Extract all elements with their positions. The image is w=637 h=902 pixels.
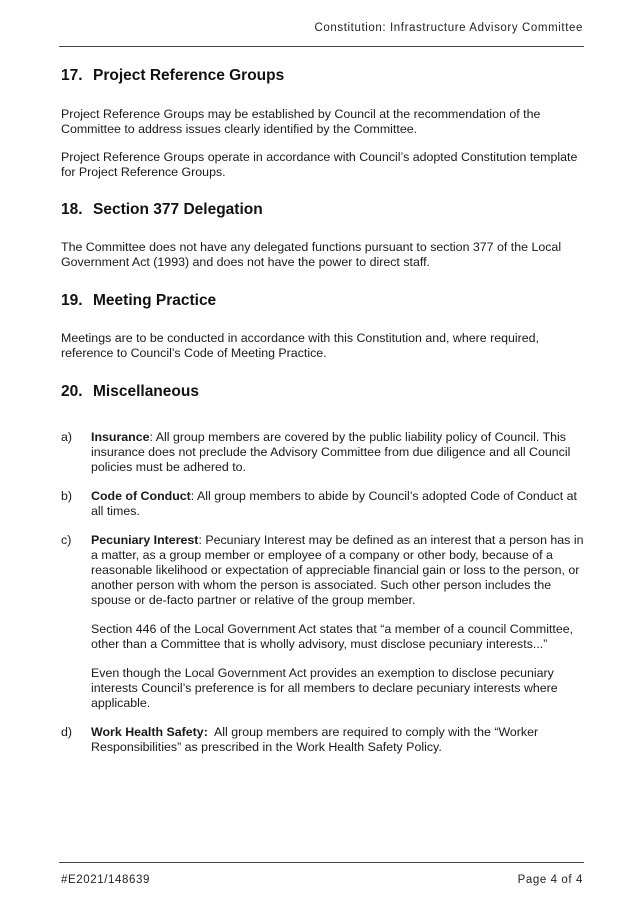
list-marker: a) — [61, 430, 73, 444]
list-item-description: : Pecuniary Interest may be defined as an interest that a person has in a matter, as a group member or employee of a company or other body, because of a reasonable likelihood or expectation of appreciable financial gain or loss to the person, or another person with whom the person is associated. Such other person includes the spouse or de-facto partner or relative of the group member. — [91, 533, 584, 607]
section-17 — [61, 66, 584, 180]
list-item-text — [91, 430, 584, 475]
paragraph: Meetings are to be conducted in accordance with this Constitution and, where required, reference to Council’s Code of Meeting Practice. — [61, 331, 540, 360]
section-number: 18. — [61, 201, 83, 218]
list-item-text — [91, 489, 584, 519]
list-item-description: All group members are required to comply with the “Worker Responsibilities” as prescribed in the Work Health Safety Policy. — [91, 725, 542, 754]
section-number: 20. — [61, 383, 83, 400]
list-item-term: Insurance — [91, 430, 150, 444]
document-body — [61, 66, 584, 755]
list-item-body — [91, 533, 584, 711]
list-marker: b) — [61, 489, 73, 503]
section-title: Section 377 Delegation — [93, 201, 263, 218]
paragraph: The Committee does not have any delegated functions pursuant to section 377 of the Local Government Act (1993) and does not have the power to direct staff. — [61, 240, 562, 269]
list-item-body — [91, 489, 584, 519]
section-heading — [61, 66, 584, 86]
page-number: Page 4 of 4 — [517, 874, 583, 886]
section-number: 19. — [61, 292, 83, 309]
list-item-insurance — [61, 430, 584, 475]
list-item-body — [91, 430, 584, 475]
list-item-paragraph: Section 446 of the Local Government Act states that “a member of a council Committee, other than a Committee that is wholly advisory, must disclose pecuniary interests...” — [91, 622, 574, 651]
list-item-term: Code of Conduct — [91, 489, 191, 503]
section-number: 17. — [61, 67, 83, 84]
list-item-description: : All group members are covered by the public liability policy of Council. This insurance does not preclude the Advisory Committee from due diligence and all Council policies must be adhered to. — [91, 430, 571, 474]
list-item-work-health-safety — [61, 725, 584, 755]
document-id: #E2021/148639 — [61, 874, 151, 886]
running-header: Constitution: Infrastructure Advisory Committee — [314, 22, 583, 34]
section-heading — [61, 382, 584, 402]
section-title: Miscellaneous — [93, 383, 199, 400]
section-title: Meeting Practice — [93, 292, 217, 309]
list-item-description: : All group members to abide by Council’s adopted Code of Conduct at all times. — [91, 489, 577, 518]
list-item-term: Work Health Safety: — [91, 725, 208, 739]
paragraph: Project Reference Groups may be established by Council at the recommendation of the Committee to address issues clearly identified by the Committee. — [61, 107, 541, 136]
list-marker: d) — [61, 725, 73, 739]
paragraph: Project Reference Groups operate in accordance with Council’s adopted Constitution template for Project Reference Groups. — [61, 150, 578, 179]
list-item-text — [91, 725, 584, 755]
list-item-code-of-conduct — [61, 489, 584, 519]
section-heading — [61, 200, 584, 220]
section-title: Project Reference Groups — [93, 67, 285, 84]
footer-rule — [59, 862, 584, 863]
list-item-paragraph: Even though the Local Government Act provides an exemption to disclose pecuniary interests Council’s preference is for all members to declare pecuniary interests where applicable. — [91, 666, 558, 710]
list-marker: c) — [61, 533, 72, 547]
header-rule — [59, 46, 584, 47]
list-item-term: Pecuniary Interest — [91, 533, 199, 547]
list-item-body — [91, 725, 584, 755]
section-19 — [61, 291, 584, 361]
section-heading — [61, 291, 584, 311]
section-18 — [61, 200, 584, 270]
list-item-pecuniary-interest — [61, 533, 584, 711]
section-20 — [61, 382, 584, 755]
list-item-text — [91, 533, 584, 608]
